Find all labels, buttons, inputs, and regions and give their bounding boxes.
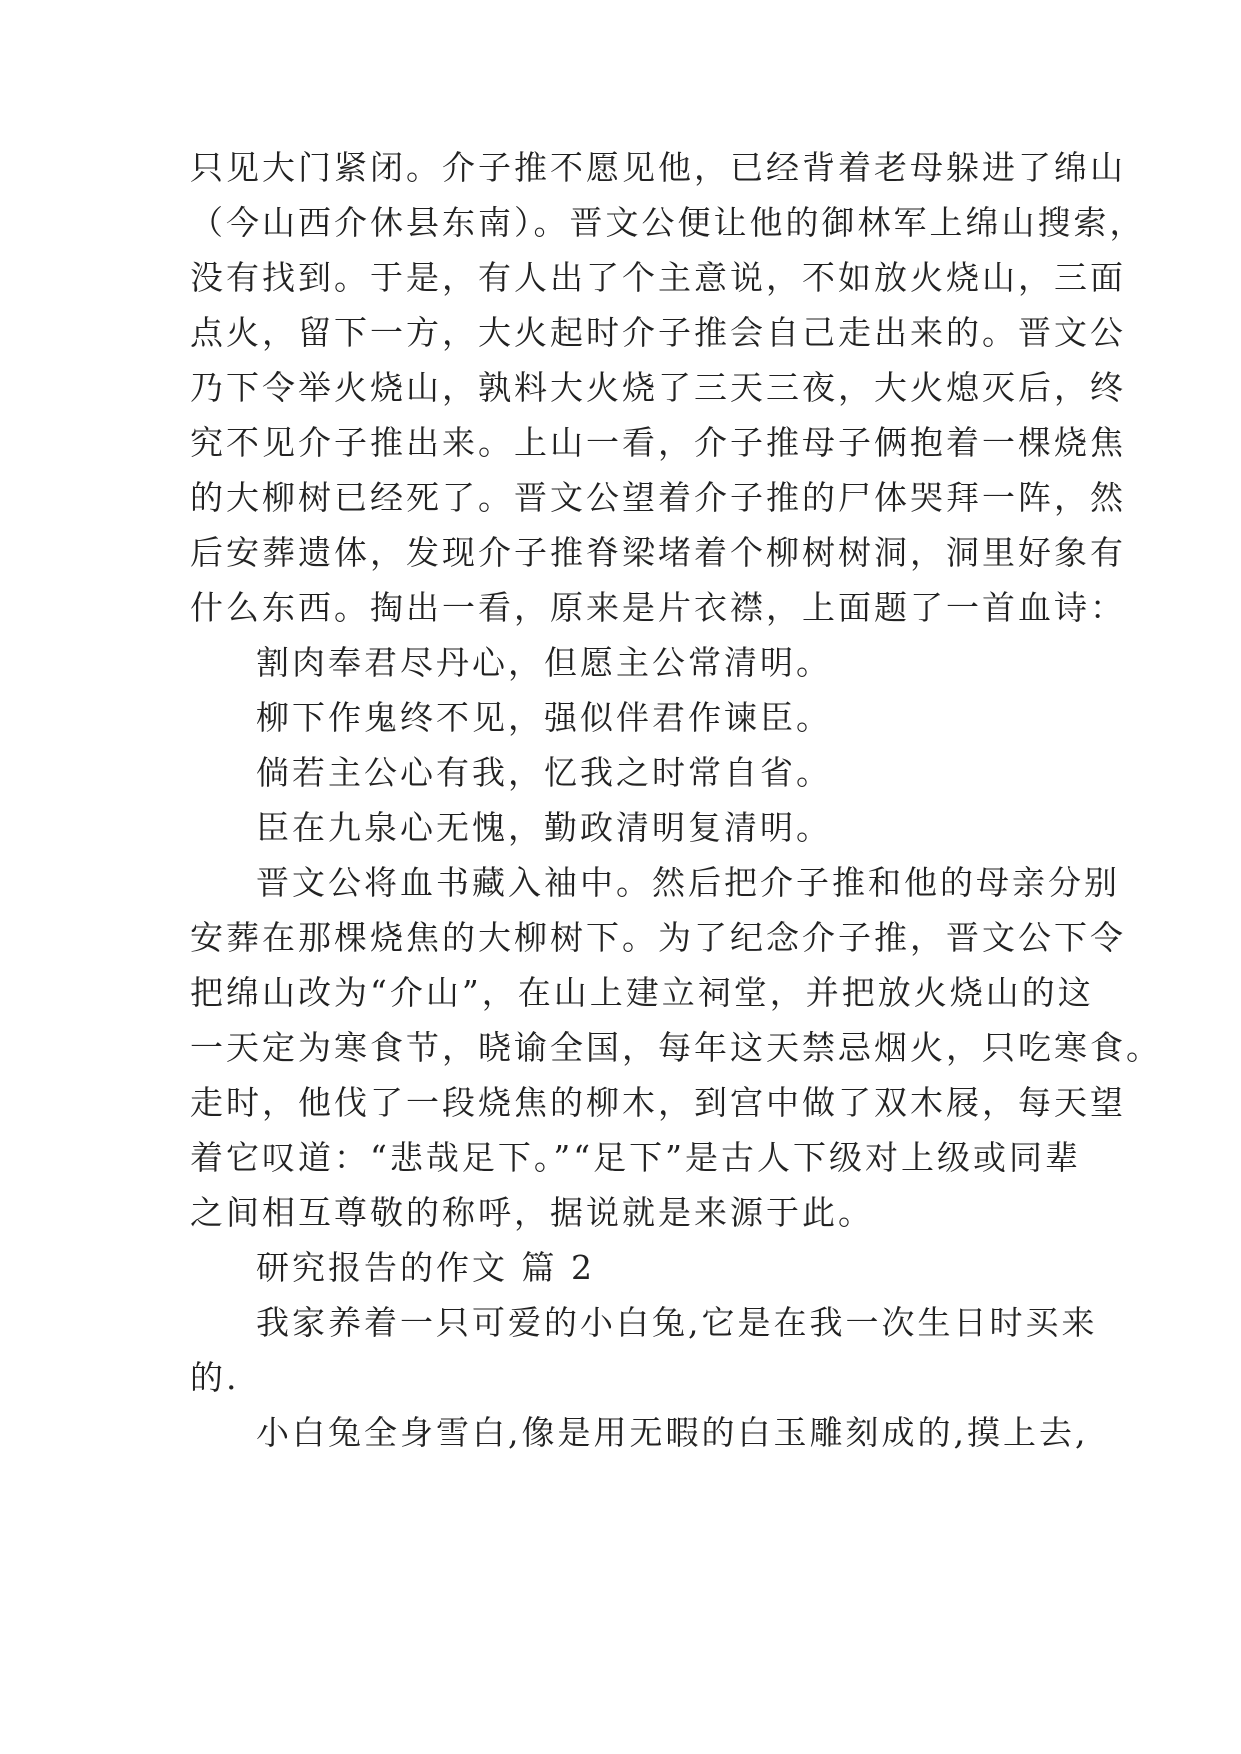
poem-line: 柳下作鬼终不见，强似伴君作谏臣。 [256,698,832,737]
paragraph-line: 小白兔全身雪白,像是用无暇的白玉雕刻成的,摸上去, [256,1413,1089,1452]
paragraph-line: 把绵山改为“介山”，在山上建立祠堂，并把放火烧山的这 [190,973,1094,1012]
poem-line: 倘若主公心有我，忆我之时常自省。 [256,753,832,792]
paragraph-line: 我家养着一只可爱的小白兔,它是在我一次生日时买来 [256,1303,1098,1342]
section-heading: 研究报告的作文 篇 2 [256,1248,595,1287]
paragraph-line: 着它叹道：“悲哉足下。”“足下”是古人下级对上级或同辈 [190,1138,1081,1177]
paragraph-line: 安葬在那棵烧焦的大柳树下。为了纪念介子推，晋文公下令 [190,918,1126,957]
paragraph-line: 的大柳树已经死了。晋文公望着介子推的尸体哭拜一阵，然 [190,478,1126,517]
paragraph-line: 后安葬遗体，发现介子推脊梁堵着个柳树树洞，洞里好象有 [190,533,1126,572]
paragraph-line: 晋文公将血书藏入袖中。然后把介子推和他的母亲分别 [256,863,1120,902]
paragraph-line: 之间相互尊敬的称呼，据说就是来源于此。 [190,1193,874,1232]
paragraph-line: 只见大门紧闭。介子推不愿见他，已经背着老母躲进了绵山 [190,148,1126,187]
paragraph-line: 究不见介子推出来。上山一看，介子推母子俩抱着一棵烧焦 [190,423,1126,462]
paragraph-line: 点火，留下一方，大火起时介子推会自己走出来的。晋文公 [190,313,1126,352]
poem-line: 割肉奉君尽丹心，但愿主公常清明。 [256,643,832,682]
paragraph-line: 一天定为寒食节，晓谕全国，每年这天禁忌烟火，只吃寒食。 [190,1028,1162,1067]
paragraph-line: 的. [190,1358,240,1397]
paragraph-line: 走时，他伐了一段烧焦的柳木，到宫中做了双木屐，每天望 [190,1083,1126,1122]
paragraph-line: （今山西介休县东南）。晋文公便让他的御林军上绵山搜索， [190,203,1146,242]
paragraph-line: 没有找到。于是，有人出了个主意说，不如放火烧山，三面 [190,258,1126,297]
paragraph-line: 什么东西。掏出一看，原来是片衣襟，上面题了一首血诗： [190,588,1126,627]
poem-line: 臣在九泉心无愧，勤政清明复清明。 [256,808,832,847]
paragraph-line: 乃下令举火烧山，孰料大火烧了三天三夜，大火熄灭后，终 [190,368,1126,407]
